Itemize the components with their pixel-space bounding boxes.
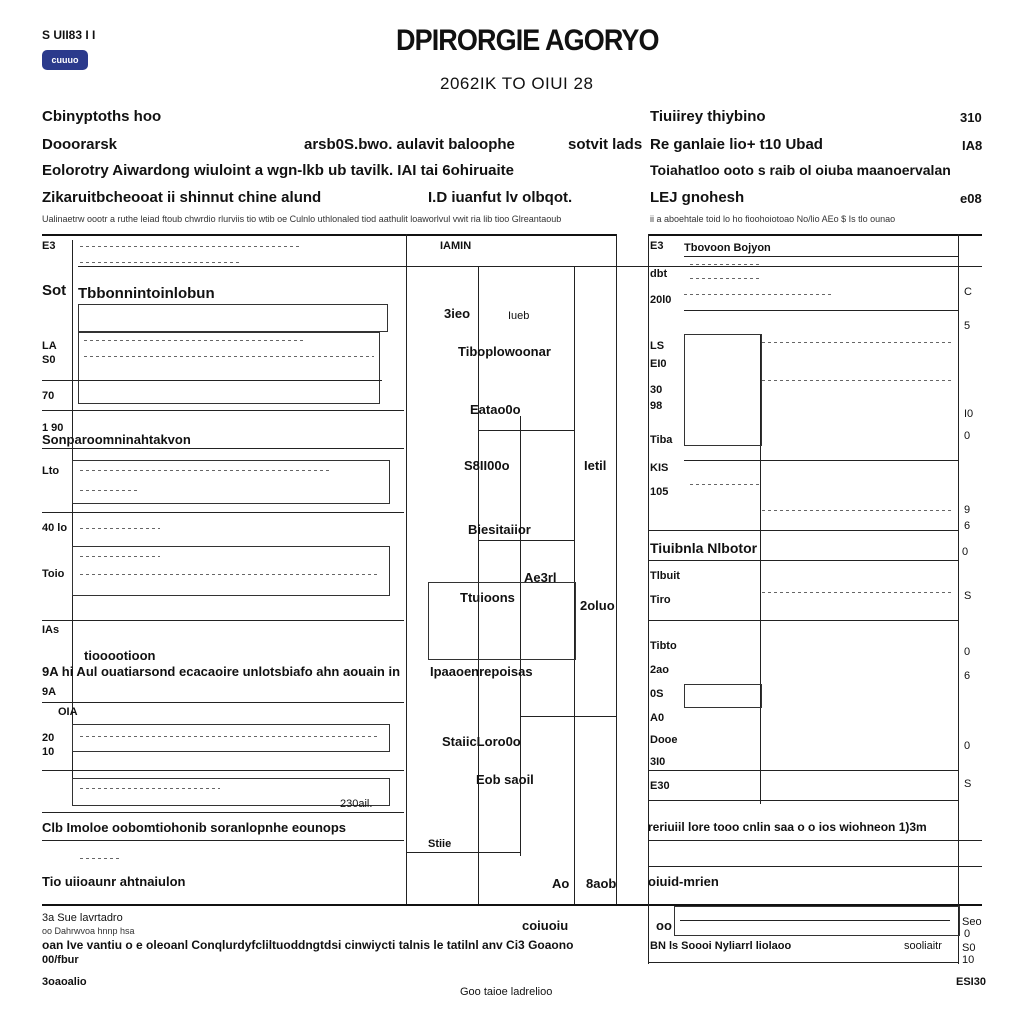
right-code: I0 — [964, 408, 974, 420]
right-row-label: dbt — [650, 268, 668, 280]
page-number: 310 — [960, 110, 982, 125]
center-label: Ttuioons — [460, 590, 515, 605]
footer-right-code: 10 — [962, 954, 975, 966]
left-field-line — [80, 858, 120, 859]
footer-center-label: coiuoiu — [522, 918, 569, 933]
table-header-rule — [78, 266, 982, 267]
center-label: Ietil — [584, 458, 607, 473]
left-row-label: S0 — [42, 354, 56, 366]
left-field-line — [80, 470, 330, 471]
info-right-code-2: e08 — [960, 191, 982, 206]
footer-right-code: S0 — [962, 942, 976, 954]
left-row-label: 9A — [42, 686, 57, 698]
info-right-line-3: Toiahatloo ooto s raib ol oiuba maanoervalan — [650, 162, 951, 178]
right-row-rule — [648, 866, 982, 867]
left-input-box[interactable] — [72, 460, 390, 504]
right-code: C — [964, 286, 972, 298]
right-row-label: 98 — [650, 400, 663, 412]
right-input-box[interactable] — [684, 684, 762, 708]
left-row-rule — [42, 770, 404, 771]
divider-right-codes — [958, 234, 959, 964]
right-row-rule — [648, 840, 982, 841]
left-section-heading: Tbbonnintoinlobun — [78, 285, 215, 302]
info-right-code-1: IA8 — [962, 138, 983, 153]
right-row-rule — [684, 310, 958, 311]
left-field-line — [84, 340, 304, 341]
footer-right-code: 0 — [964, 928, 971, 940]
center-label: Stiie — [428, 838, 452, 850]
right-row-rule — [648, 770, 958, 771]
center-label: Ipaaoenrepoisas — [430, 664, 533, 679]
center-label: StaiicLoro0o — [442, 734, 521, 749]
footer-rule — [648, 962, 958, 963]
left-row-label: Lto — [42, 465, 60, 477]
right-row-label: Tibto — [650, 640, 677, 652]
left-row-rule — [42, 702, 404, 703]
right-row-rule — [648, 560, 958, 561]
left-section-heading: tiooootioon — [84, 648, 156, 663]
right-row-rule — [648, 620, 958, 621]
right-code: 6 — [964, 670, 971, 682]
center-rule — [406, 852, 520, 853]
info-left-line-1: Cbinyptoths hoo — [42, 108, 162, 125]
info-right-line-1: Tiuiirey thiybino — [650, 108, 766, 125]
left-row-rule — [42, 380, 382, 381]
right-code: 6 — [964, 520, 971, 532]
right-row-label: 105 — [650, 486, 669, 498]
left-input-box[interactable] — [72, 546, 390, 596]
divider-left — [406, 234, 407, 904]
center-label: Ae3rl — [524, 570, 557, 585]
left-section-heading: Sonparoomninahtakvon — [42, 432, 191, 447]
right-row-rule — [648, 530, 958, 531]
left-row-label: 10 — [42, 746, 55, 758]
right-code: 0 — [964, 740, 971, 752]
right-row-label: Tiba — [650, 434, 673, 446]
divider-center-4 — [616, 234, 617, 904]
info-left-line-3: Eolorotry Aiwardong wiuloint a wgn-lkb ub tavilk. IAI tai 6ohiruaite — [42, 162, 514, 179]
left-row-label: LA — [42, 340, 57, 352]
left-row-label: Sot — [42, 282, 67, 299]
left-row-label: 40 lo — [42, 522, 68, 534]
left-row-label: 1 90 — [42, 422, 64, 434]
right-row-rule — [684, 460, 958, 461]
right-code: 0 — [964, 430, 971, 442]
table-top-rule-left — [42, 234, 616, 236]
center-label: Eob saoil — [476, 772, 534, 787]
right-field-line — [690, 278, 760, 279]
footer-rule — [680, 920, 950, 921]
right-column-header: oiuid-mrien — [648, 874, 719, 889]
center-label: 8aob — [586, 876, 617, 891]
table-top-rule-right — [648, 234, 982, 236]
fine-print-left: Ualinaetrw oootr a ruthe leiad ftoub chwrdio rlurviis tio wtib oe Culnlo uthlonaled tiod aathulit loaworlvul vwit ria lib tioo Glreantaoub — [42, 214, 562, 224]
divider-right — [648, 234, 649, 964]
right-row-label: Tiro — [650, 594, 671, 606]
left-row-rule — [42, 812, 404, 813]
left-input-box[interactable] — [72, 724, 390, 752]
right-field-line — [690, 264, 760, 265]
right-field-line — [690, 484, 760, 485]
info-right-line-2: Re ganlaie lio+ t10 Ubad — [650, 136, 823, 153]
fine-print-right: ii a aboehtale toid lo ho fioohoiotoao No/lio AEo $ Is tlo ounao — [650, 214, 896, 224]
right-row-label: Dooe — [650, 734, 678, 746]
left-row-label: 20 — [42, 732, 55, 744]
center-rule — [520, 716, 616, 717]
right-row-label: 30 — [650, 384, 663, 396]
left-subvalue: 230ail. — [340, 798, 373, 810]
left-row-label: 70 — [42, 390, 55, 402]
footer-bottom-center: Goo taioe ladrelioo — [460, 986, 553, 998]
right-row-label: E30 — [650, 780, 670, 792]
document-title: DPIRORGIE AGORYO — [396, 24, 659, 57]
right-row-rule — [648, 800, 958, 801]
footer-line: oo Dahrwvoa hnnp hsa — [42, 926, 135, 936]
left-field-line — [80, 528, 160, 529]
right-row-label: 0S — [650, 688, 664, 700]
right-column-header: Tiuibnla Nlbotor — [650, 540, 758, 556]
center-label: Tiboplowoonar — [458, 344, 551, 359]
right-field-line — [684, 294, 834, 295]
right-code: 9 — [964, 504, 971, 516]
right-field-line — [762, 342, 952, 343]
right-row-label: A0 — [650, 712, 665, 724]
right-field-line — [762, 592, 952, 593]
info-left-line-2: Dooorarsk — [42, 136, 118, 153]
center-label: Iueb — [508, 310, 530, 322]
footer-bottom-right: ESI30 — [956, 976, 986, 988]
right-field-line — [762, 510, 952, 511]
left-row-label: E3 — [42, 240, 56, 252]
center-rule — [478, 430, 574, 431]
center-label: Eatao0o — [470, 402, 521, 417]
left-input-box[interactable] — [78, 332, 380, 404]
info-left-line-4: Zikaruitbcheooat ii shinnut chine alund — [42, 189, 322, 206]
center-label: S8II00o — [464, 458, 510, 473]
left-row-label: Toio — [42, 568, 65, 580]
footer-right-value: sooliaitr — [904, 940, 942, 952]
brand-logo: cuuuo — [42, 50, 88, 70]
center-label: Ao — [552, 876, 570, 891]
left-row-rule — [42, 512, 404, 513]
center-label: Biesitaiior — [468, 522, 531, 537]
right-column-header: Tbovoon Bojyon — [684, 242, 771, 254]
left-field-line — [80, 574, 380, 575]
right-row-label: KIS — [650, 462, 669, 474]
right-row-rule — [684, 256, 958, 257]
left-row-label: OIA — [58, 706, 78, 718]
document-subtitle: 2062IK TO OIUI 28 — [440, 74, 594, 93]
left-section-heading: Clb Imoloe oobomtiohonib soranlopnhe eounops — [42, 820, 347, 835]
left-row-rule — [42, 840, 404, 841]
info-mid-line-2: I.D iuanfut lv olbqot. — [428, 189, 573, 206]
right-code: 0 — [962, 546, 969, 558]
right-row-label: Tlbuit — [650, 570, 680, 582]
footer-input-box[interactable] — [674, 906, 960, 936]
right-code: 0 — [964, 646, 971, 658]
left-input-box[interactable] — [78, 304, 388, 332]
right-row-label: 3I0 — [650, 756, 666, 768]
footer-line: 3a Sue lavrtadro — [42, 912, 123, 924]
footer-line: oan Ive vantiu o e oleoanl Conqlurdyfcliltuoddngtdsi cinwiycti talnis le tatilnl anv Ci3 Goaono — [42, 938, 574, 952]
right-column-header: reriuiil lore tooo cnlin saa o o ios wiohneon 1)3m — [648, 820, 927, 834]
right-code: S — [964, 590, 972, 602]
right-input-box[interactable] — [684, 334, 762, 446]
center-label: 2oluo — [580, 598, 615, 613]
left-section-heading: 9A hi Aul ouatiarsond ecacaoire unlotsbiafo ahn aouain in — [42, 664, 401, 679]
right-row-label: E3 — [650, 240, 664, 252]
left-section-heading: Tio uiioaunr ahtnaiulon — [42, 874, 186, 889]
right-code: 5 — [964, 320, 971, 332]
right-field-line — [762, 380, 952, 381]
center-rule — [478, 540, 574, 541]
left-row-label: IAs — [42, 624, 60, 636]
left-field-line — [80, 788, 220, 789]
footer-oo-label: oo — [656, 918, 672, 933]
right-code: S — [964, 778, 972, 790]
footer-right-code: Seo — [962, 916, 982, 928]
info-mid-right: sotvit lads — [568, 136, 643, 153]
center-label: 3ieo — [444, 306, 471, 321]
info-mid-line-1: arsb0S.bwo. aulavit baloophe — [304, 136, 515, 153]
left-field-line — [80, 556, 160, 557]
left-field-line — [80, 246, 300, 247]
footer-right-line: BN ls Soooi Nyliarrl liolaoo — [650, 940, 792, 952]
left-field-line — [84, 356, 374, 357]
left-field-line — [80, 490, 140, 491]
right-row-label: LS — [650, 340, 665, 352]
center-column-header: IAMIN — [440, 240, 472, 252]
left-row-rule — [42, 410, 404, 411]
right-row-label: 20l0 — [650, 294, 672, 306]
left-field-line — [80, 262, 240, 263]
corner-code: S UII83 I I — [42, 28, 96, 42]
right-row-label: 2ao — [650, 664, 669, 676]
right-row-label: EI0 — [650, 358, 667, 370]
left-row-rule — [42, 448, 404, 449]
left-field-line — [80, 736, 380, 737]
footer-line: 00/fbur — [42, 954, 79, 966]
left-row-rule — [42, 620, 404, 621]
footer-line: 3oaoalio — [42, 976, 87, 988]
info-right-line-4: LEJ gnohesh — [650, 189, 745, 206]
